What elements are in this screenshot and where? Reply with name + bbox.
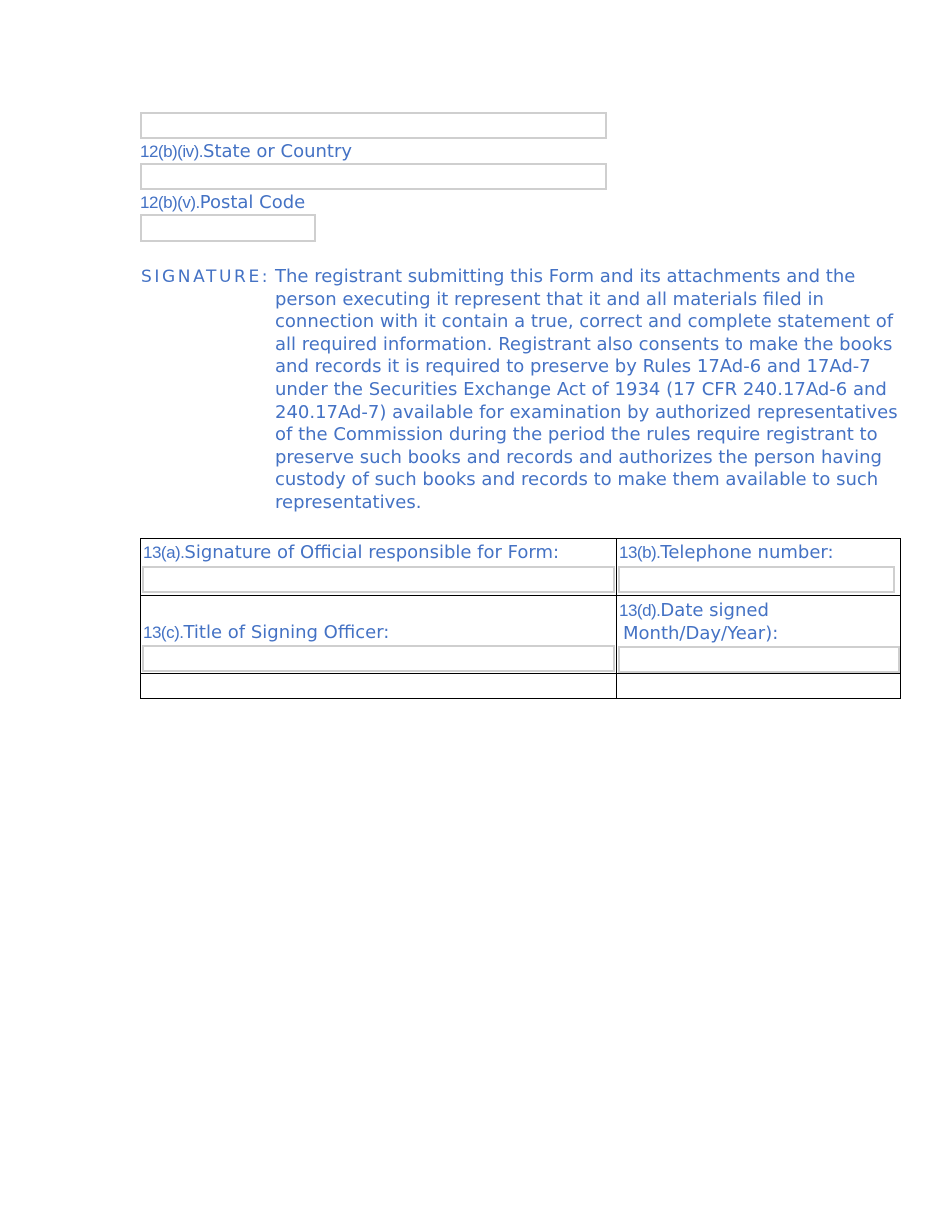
table-row [141,674,901,699]
signature-heading: SIGNATURE: [141,267,271,287]
telephone-field[interactable] [618,566,895,593]
empty-cell-left [141,674,617,699]
signature-official-cell [141,539,617,596]
signing-officer-title-text: Title of Signing Officer: [183,622,390,643]
postal-code-field[interactable] [140,214,316,242]
postal-code-label [140,192,305,214]
signature-official-field[interactable] [142,566,615,593]
telephone-cell [617,539,901,596]
state-or-country-field[interactable] [140,163,607,190]
telephone-label [617,539,900,564]
date-signed-text: Date signed [660,600,769,621]
signature-official-number: 13(a). [143,543,185,562]
empty-cell-right [617,674,901,699]
postal-code-number: 12(b)(v). [140,193,200,212]
date-signed-cell [617,596,901,674]
signing-officer-title-number: 13(c). [143,623,184,642]
address-line-field[interactable] [140,112,607,139]
date-signed-number: 13(d). [619,601,661,620]
signing-officer-title-field[interactable] [142,645,615,672]
signature-table [140,538,901,699]
state-or-country-label [140,141,352,163]
telephone-number-prefix: 13(b). [619,543,661,562]
signature-statement: The registrant submitting this Form and its attachments and the person executing it represent that it and all materials filed in connection with it contain a true, correct and complete statement of all required information. Registrant also consents to make the books and records it is required to preserve by Rules 17Ad-6 and 17Ad-7 under the Securities Exchange Act of 1934 (17 CFR 240.17Ad-6 and 240.17Ad-7) available for examination by authorized representatives of the Commission during the period the rules require registrant to preserve such books and records and authorizes the person having custody of such books and records to make them available to such representatives. [275,266,898,513]
signature-official-label [141,539,616,564]
date-signed-field[interactable] [618,646,900,673]
state-or-country-text: State or Country [203,141,353,162]
telephone-text: Telephone number: [660,542,834,563]
postal-code-text: Postal Code [199,192,306,213]
date-signed-label [617,596,900,645]
date-signed-format: Month/Day/Year): [623,623,779,644]
signing-officer-title-label [141,596,616,644]
state-or-country-number: 12(b)(iv). [140,142,204,161]
table-row [141,596,901,674]
signature-official-text: Signature of Official responsible for Form: [184,542,560,563]
signing-officer-title-cell [141,596,617,674]
table-row [141,539,901,596]
